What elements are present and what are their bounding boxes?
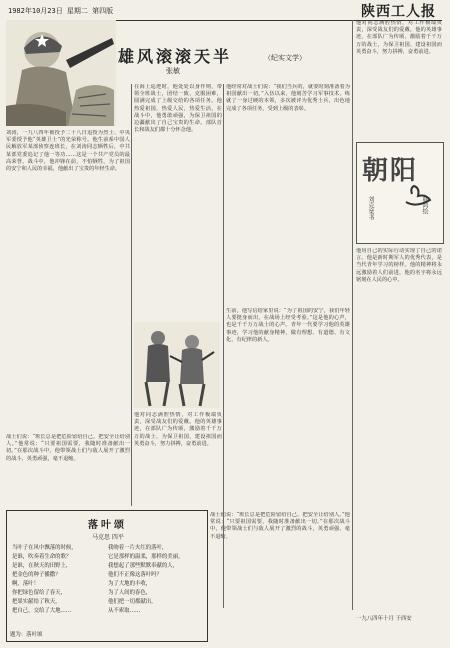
column-rule-2 [223,84,224,608]
story-column-6: 生前，他写信给家里说：“为了祖国的安宁，我们年轻人要挺身而出，在战场上经受考验。”这是他的心声，也是千千万万战士的心声。青年一代要学习他的英雄事迹，学习他的献身精神，做有理想、有道德、有文化、有纪律的新人。 [226,308,350,343]
story-column-top-right: 他对同志满腔热情，对工作极端负责，深受战友们的爱戴。他的英雄事迹，在部队广为传颂，激励着千千万万的战士，为保卫祖国、建设祖国而英勇奋斗，努力拼搏，奋勇前进。 [356,20,442,55]
poem-line: 它是那样的温柔，那样的美丽。 [108,554,184,560]
poem-line: 把果实献给了秋天， [12,599,61,605]
header-bar [8,4,442,21]
poem-line: 是谁，在秋天的田野上， [12,563,72,569]
story-column-2: 在海上巡逻时，他处处以身作则，带领全班战士，团结一致，克服困难，圆满完成了上级交给的各项任务。他热爱祖国，热爱人民，热爱生活。在战斗中，他勇敢顽强，为保卫祖国的边疆献出了自己宝贵的生命。部队首长和战友们都十分怀念他。 [134,84,222,134]
poem-left-stanza [12,544,104,616]
poem-line: 为了大地的丰收， [108,581,152,587]
issue-date: 1982年10月23日 星期二 第四版 [8,7,114,15]
poem-author: 马克思 四平 [92,534,124,541]
soldiers-illustration [134,322,220,408]
art-calligrapher: 刘克宽书 [367,196,374,220]
poem-line: 我想起了那些默默奉献的人， [108,563,179,569]
poem-title: 落叶颂 [88,520,127,531]
poem-line: 是谁，吹奏着生命的歌？ [12,554,72,560]
poem-line: 当叶子在风中飘落的时候， [12,545,77,551]
story-author: 张敏 [166,67,180,75]
story-column-4: 战士们说：“班长总是把危险留给自己，把安全让给别人。”他常说：“只要祖国需要，我随时准备献出一切。”在那次战斗中，他带领战士们与敌人展开了激烈的战斗，英勇顽强，毫不退缩。 [6,434,130,462]
story-column-bottom: 战士们说：“班长总是把危险留给自己，把安全让给别人。”他常说：“只要祖国需要，我随时准备献出一切。”在那次战斗中，他带领战士们与敌人展开了激烈的战斗，英勇顽强，毫不退缩。 [210,512,350,540]
poem-line: 把金色的种子播撒？ [12,572,61,578]
art-title-logo: 朝阳 [362,156,419,186]
story-headline: 雄风滚滚天半 [118,47,233,66]
poem-note: 题为：落叶颂 [10,632,43,638]
story-column-5: 他对同志满腔热情，对工作极端负责，深受战友们的爱戴。他的英雄事迹，在部队广为传颂，激励着千千万万的战士，为保卫祖国、建设祖国而英勇奋斗，努力拼搏，奋勇前进。 [134,412,222,447]
story-column-7: 他用自己的实际行动实现了自己的诺言。他是新时期军人的优秀代表，是当代青年学习的榜样。他的精神将永远激励着人们前进，他的名字将永远铭刻在人民的心中。 [356,248,442,283]
poem-line: 他们把一切都献出， [108,599,157,605]
soldier-illustration [6,20,116,126]
swan-icon [402,180,436,210]
art-illustrator: 韩鸿绘 [421,196,428,214]
poem-line: 他们不正像这落叶吗？ [108,572,162,578]
column-rule-3 [352,20,353,610]
poem-line: 从不索取…… [108,608,141,614]
poem-line: 你把绿色留给了春天， [12,590,66,596]
story-column-3: 他经常对战士们说：“我们当兵的，就要时刻准备着为祖国献出一切。”入伍以来，他刻苦学习军事技术，练就了一身过硬的本领，多次被评为优秀士兵，出色地完成了各项任务，受到上级的表彰。 [226,84,350,112]
story-subtitle: （纪实文学） [264,54,306,62]
poem-line: 把自己，交给了大地…… [12,608,72,614]
poem-right-stanza [108,544,202,616]
poem-line: 啊，落叶！ [12,581,39,587]
article-signature: 一九八四年十月 于西安 [356,616,412,622]
column-rule-1 [131,84,132,506]
poem-line: 我吻着一片火红的落叶， [108,545,168,551]
story-column-1: 刘涛，一九八四年被授予二十八日追授为烈士、中央军委授予他“英雄卫士”的光荣称号。他生前系中国人民解放军某部侦察连班长，在刘涛同志牺牲后，中共某部党委追记了他一等功……这是一个共产党员的最高荣誉。战斗中，他冲锋在前，不怕牺牲，为了祖国的安宁和人民的幸福，他献出了宝贵的年轻生命。 [6,130,130,173]
newspaper-masthead: 陕西工人报 [361,4,436,20]
poem-line: 为了人间的春色， [108,590,152,596]
